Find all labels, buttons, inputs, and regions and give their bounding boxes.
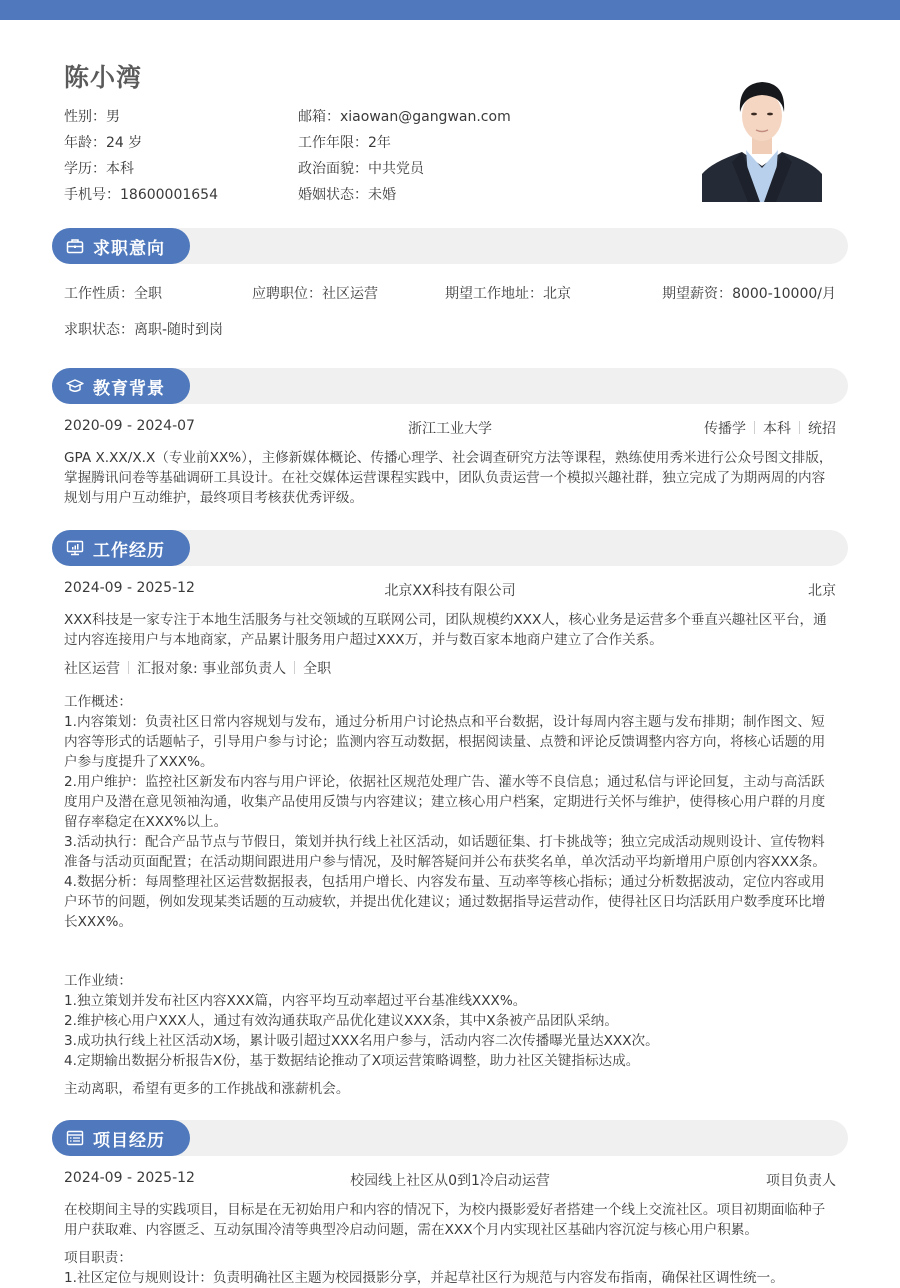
leave-reason-text: 主动离职，希望有更多的工作挑战和涨薪机会。 [64,1081,350,1097]
info-label: 年龄： [64,135,106,151]
work-company-description [64,610,836,650]
section-header-work [52,530,848,566]
section-pill [52,1120,190,1156]
section-pill [52,368,190,404]
section-title: 工作经历 [93,540,165,561]
info-email [298,106,511,126]
education-school: 浙江工业大学 [408,421,492,437]
duty-item: 1.社区定位与规则设计：负责明确社区主题为校园摄影分享，并起草社区行为规范与内容发布指南，确保社区调性统一。 [64,1270,784,1286]
briefcase-icon [65,236,85,256]
section-header-job-intent [52,228,848,264]
education-description [64,448,836,508]
info-label: 学历： [64,161,106,177]
tag-major: 传播学 [704,421,746,437]
info-value: 18600001654 [120,187,218,203]
education-date: 2020-09 - 2024-07 [64,418,195,434]
overview-label: 工作概述： [64,694,132,710]
info-label: 工作年限： [298,135,368,151]
education-row [64,418,836,438]
intent-value: 离职-随时到岗 [134,322,224,338]
achievement-item: 3.成功执行线上社区活动X场，累计吸引超过XXX名用户参与，活动内容二次传播曝光量达XXX次。 [64,1033,659,1049]
top-accent-bar [0,0,900,20]
info-value: 本科 [106,161,134,177]
info-value: 中共党员 [368,161,424,177]
avatar-photo [702,70,822,202]
tag-report-to: 汇报对象: 事业部负责人 [137,661,287,677]
intent-label: 工作性质： [64,286,134,302]
intent-value: 北京 [543,286,571,302]
project-description [64,1200,836,1240]
education-description-text: GPA X.XX/X.X（专业前XX%），主修新媒体概论、传播心理学、社会调查研究方法等课程，熟练使用秀米进行公众号图文排版，掌握腾讯问卷等基础调研工具设计。在社交媒体运营课程实践中，团队负责运营一个模拟兴趣社群，独立完成了为期两周的内容规划与用户互动维护，最终项目考核获优秀评级。 [64,450,833,506]
info-value: 未婚 [368,187,396,203]
duties-label: 项目职责： [64,1250,132,1266]
work-company: 北京XX科技有限公司 [384,583,516,599]
project-row [64,1170,836,1190]
intent-salary [662,283,836,303]
work-leave-reason [64,1079,836,1099]
overview-item: 3.活动执行：配合产品节点与节假日，策划并执行线上社区活动，如话题征集、打卡挑战等；独立完成活动规则设计、宣传物料准备与活动页面配置；在活动期间跟进用户参与情况，及时解答疑问并公布获奖名单，单次活动平均新增用户原创内容XXX条。 [64,834,826,870]
section-header-education [52,368,848,404]
candidate-name: 陈小湾 [64,63,143,92]
education-tags [704,418,836,438]
info-label: 邮箱： [298,109,340,125]
info-phone [64,184,218,204]
info-work-years [298,132,391,152]
achievement-item: 2.维护核心用户XXX人，通过有效沟通获取产品优化建议XXX条，其中X条被产品团队采纳。 [64,1013,618,1029]
work-date: 2024-09 - 2025-12 [64,580,195,596]
overview-item: 1.内容策划：负责社区日常内容规划与发布，通过分析用户讨论热点和平台数据，设计每周内容主题与发布排期；制作图文、短内容等形式的话题帖子，引导用户参与讨论；监测内容互动数据，根据阅读量、点赞和评论反馈调整内容方向，将核心话题的用户参与度提升了XXX%。 [64,714,826,770]
achievement-item: 4.定期输出数据分析报告X份，基于数据结论推动了X项运营策略调整，助力社区关键指标达成。 [64,1053,640,1069]
info-label: 手机号： [64,187,120,203]
info-political [298,158,424,178]
achievement-item: 1.独立策划并发布社区内容XXX篇，内容平均互动率超过平台基准线XXX%。 [64,993,527,1009]
project-date: 2024-09 - 2025-12 [64,1170,195,1186]
info-value: 2年 [368,135,391,151]
intent-value: 社区运营 [322,286,378,302]
intent-value: 全职 [134,286,162,302]
work-overview [64,692,836,932]
divider [754,421,755,434]
graduation-cap-icon [65,376,85,396]
intent-status [64,319,223,339]
info-label: 婚姻状态： [298,187,368,203]
project-description-text: 在校期间主导的实践项目，目标是在无初始用户和内容的情况下，为校内摄影爱好者搭建一个线上交流社区。项目初期面临种子用户获取难、内容匮乏、互动氛围冷清等典型冷启动问题，需在XXX个月内实现社区基础内容沉淀与核心用户积累。 [64,1202,826,1238]
project-name: 校园线上社区从0到1冷启动运营 [350,1173,550,1189]
section-title: 教育背景 [93,378,165,399]
project-role: 项目负责人 [766,1173,836,1189]
work-tags [64,658,331,678]
profile-header [64,58,844,208]
section-header-project [52,1120,848,1156]
intent-label: 求职状态： [64,322,134,338]
info-label: 性别： [64,109,106,125]
tag-role: 社区运营 [64,661,120,677]
tag-enrollment: 统招 [808,421,836,437]
monitor-chart-icon [65,538,85,558]
divider [294,661,295,674]
intent-label: 期望薪资： [662,286,733,302]
section-title: 求职意向 [93,238,165,259]
intent-label: 应聘职位： [252,286,322,302]
info-value: 24 岁 [106,135,143,151]
info-age [64,132,142,152]
intent-location [445,283,571,303]
company-description-text: XXX科技是一家专注于本地生活服务与社交领域的互联网公司，团队规模约XXX人，核心业务是运营多个垂直兴趣社区平台，通过内容连接用户与本地商家，产品累计服务用户超过XXX万，并与数百家本地商户建立了合作关系。 [64,612,827,648]
achievements-label: 工作业绩： [64,973,132,989]
overview-item: 2.用户维护：监控社区新发布内容与用户评论，依据社区规范处理广告、灌水等不良信息；通过私信与评论回复，主动与高活跃度用户及潜在意见领袖沟通，收集产品使用反馈与内容建议；建立核心用户档案，定期进行关怀与维护，使得核心用户群的月度留存率稳定在XXX%以上。 [64,774,826,830]
overview-item: 4.数据分析：每周整理社区运营数据报表，包括用户增长、内容发布量、互动率等核心指标；通过分析数据波动，定位内容或用户环节的问题，例如发现某类话题的互动疲软，并提出优化建议；通过数据指导运营动作，使得社区日均活跃用户数季度环比增长XXX%。 [64,874,826,930]
intent-position [252,283,378,303]
list-window-icon [65,1128,85,1148]
divider [128,661,129,674]
intent-work-type [64,283,162,303]
info-label: 政治面貌： [298,161,368,177]
section-pill [52,530,190,566]
info-gender [64,106,120,126]
tag-employment-type: 全职 [303,661,332,677]
tag-degree: 本科 [763,421,791,437]
section-pill [52,228,190,264]
work-location: 北京 [808,583,836,599]
info-education [64,158,134,178]
intent-label: 期望工作地址： [445,286,543,302]
info-value: 男 [106,109,120,125]
project-duties [64,1248,836,1288]
info-marital [298,184,396,204]
divider [799,421,800,434]
section-title: 项目经历 [93,1130,165,1151]
work-row [64,580,836,600]
info-value: xiaowan@gangwan.com [340,109,511,125]
work-achievements [64,971,836,1071]
intent-value: 8000-10000/月 [732,286,836,302]
